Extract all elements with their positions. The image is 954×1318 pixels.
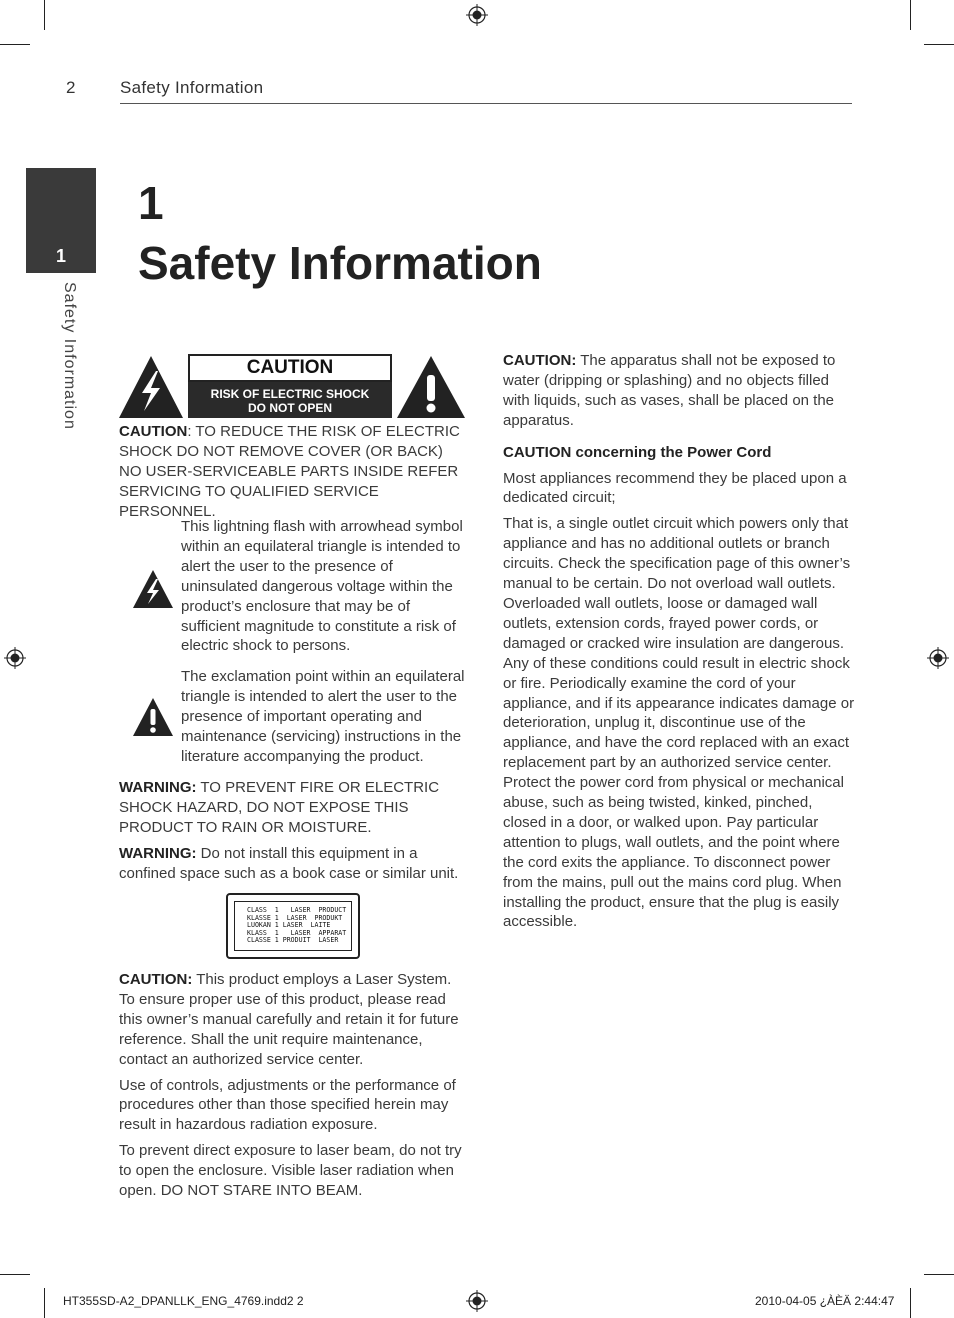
page-number: 2 (66, 78, 76, 97)
registration-mark-icon (466, 1290, 488, 1312)
crop-mark (44, 0, 45, 30)
lightning-symbol-description: This lightning flash with arrowhead symbol within an equilateral triangle is intended to alert the user to the presence of uninsulated dangerous voltage within the product’s enclosure that may be of sufficient magnitude to constitute a risk of electric shock to persons. (181, 518, 463, 655)
registration-mark-icon (927, 647, 949, 669)
laser-beam-paragraph: To prevent direct exposure to laser beam, do not try to open the enclosure. Visible laser radiation when open. DO NOT STARE INTO BEAM. (119, 1142, 462, 1200)
caution-body: The apparatus shall not be exposed to water (dripping or splashing) and no objects filled with liquids, such as vases, shall be placed on the apparatus. (503, 352, 836, 429)
caution-label-title: CAUTION (188, 354, 392, 382)
registration-mark-icon (4, 647, 26, 669)
lightning-symbol-icon (132, 569, 174, 609)
warnings-block (119, 778, 469, 890)
caution-label (188, 354, 392, 418)
warning-body: TO PREVENT FIRE OR ELECTRIC SHOCK HAZARD, DO NOT EXPOSE THIS PRODUCT TO RAIN OR MOISTURE. (119, 779, 440, 836)
crop-mark (910, 0, 911, 30)
caution-label-subtitle (188, 382, 392, 418)
caution-electric-shock (119, 422, 469, 528)
caution-lead: CAUTION: (119, 971, 193, 988)
footer-timestamp: 2010-04-05 ¿ÀÈÄ 2:44:47 (755, 1294, 895, 1308)
exclamation-symbol-icon (132, 697, 174, 737)
exclamation-symbol-description: The exclamation point within an equilateral triangle is intended to alert the user to the presence of important operating and maintenance (servicing) instructions in the literature accompanying the product. (181, 668, 465, 765)
caution-label-line: DO NOT OPEN (247, 401, 332, 415)
right-column (503, 351, 855, 938)
power-cord-paragraph: Most appliances recommend they be placed upon a dedicated circuit; (503, 469, 847, 507)
crop-mark (44, 1288, 45, 1318)
warning-lead: WARNING: (119, 779, 197, 796)
warning-body: Do not install this equipment in a confined space such as a book case or similar unit. (119, 844, 459, 882)
registration-mark-icon (466, 4, 488, 26)
running-head: Safety Information (120, 78, 264, 97)
caution-lead: CAUTION (119, 423, 188, 440)
power-cord-heading: CAUTION concerning the Power Cord (503, 443, 772, 461)
controls-paragraph: Use of controls, adjustments or the performance of procedures other than those specified herein may result in hazardous radiation exposure. (119, 1076, 456, 1134)
laser-class-label (226, 893, 360, 959)
warning-lead: WARNING: (119, 844, 197, 862)
caution-body: : TO REDUCE THE RISK OF ELECTRIC SHOCK DO NOT REMOVE COVER (OR BACK) NO USER-SERVICEABLE PARTS INSIDE REFER SERVICING TO QUALIFIED SERVICE PERSONNEL. (119, 423, 460, 520)
header-rule (120, 103, 852, 104)
crop-mark (0, 1274, 30, 1275)
chapter-tab (26, 168, 96, 273)
caution-lead: CAUTION: (503, 352, 577, 369)
crop-mark (924, 44, 954, 45)
lightning-warning-icon (118, 355, 184, 419)
footer-filename: HT355SD-A2_DPANLLK_ENG_4769.indd2 2 (63, 1294, 304, 1308)
power-cord-paragraph: That is, a single outlet circuit which powers only that appliance and has no additional outlets or branch circuits. Check the specification page of this owner’s manual to be certain. Do not overload wall outlets. Overloaded wall outlets, loose or damaged wall outlets, extension cords, frayed power cords, or damaged or cracked wire insulation are dangerous. Any of these conditions could result in electric shock or fire. Periodically examine the cord of your appliance, and if its appearance indicates damage or deterioration, unplug it, discontinue use of the appliance, and have the cord replaced with an exact replacement part by an authorized service center. Protect the power cord from physical or mechanical abuse, such as being twisted, kinked, pinched, closed in a door, or walked upon. Pay particular attention to plugs, wall outlets, and the point where the cord exits the appliance. To disconnect power from the mains, pull out the mains cord plug. When installing the product, ensure that the plug is easily accessible. (503, 515, 855, 931)
crop-mark (0, 44, 30, 45)
crop-mark (924, 1274, 954, 1275)
caution-body: This product employs a Laser System. To ensure proper use of this product, please read this owner’s manual carefully and retain it for future reference. Shall the unit require maintenance, contact an authorized service center. (119, 971, 459, 1068)
chapter-tab-label: Safety Information (61, 282, 78, 430)
laser-caution-block (119, 970, 469, 1207)
crop-mark (910, 1288, 911, 1318)
caution-label-line: RISK OF ELECTRIC SHOCK (210, 387, 370, 401)
chapter-title: Safety Information (138, 237, 542, 289)
chapter-number: 1 (138, 177, 164, 229)
exclamation-warning-icon (396, 355, 466, 419)
chapter-tab-number: 1 (55, 246, 66, 266)
laser-class-text: CLASS 1 LASER PRODUCT KLASSE 1 LASER PRODUKT LUOKAN 1 LASER LAITE KLASS 1 LASER APPARAT CLASSE 1 PRODUIT LASER (234, 901, 352, 951)
